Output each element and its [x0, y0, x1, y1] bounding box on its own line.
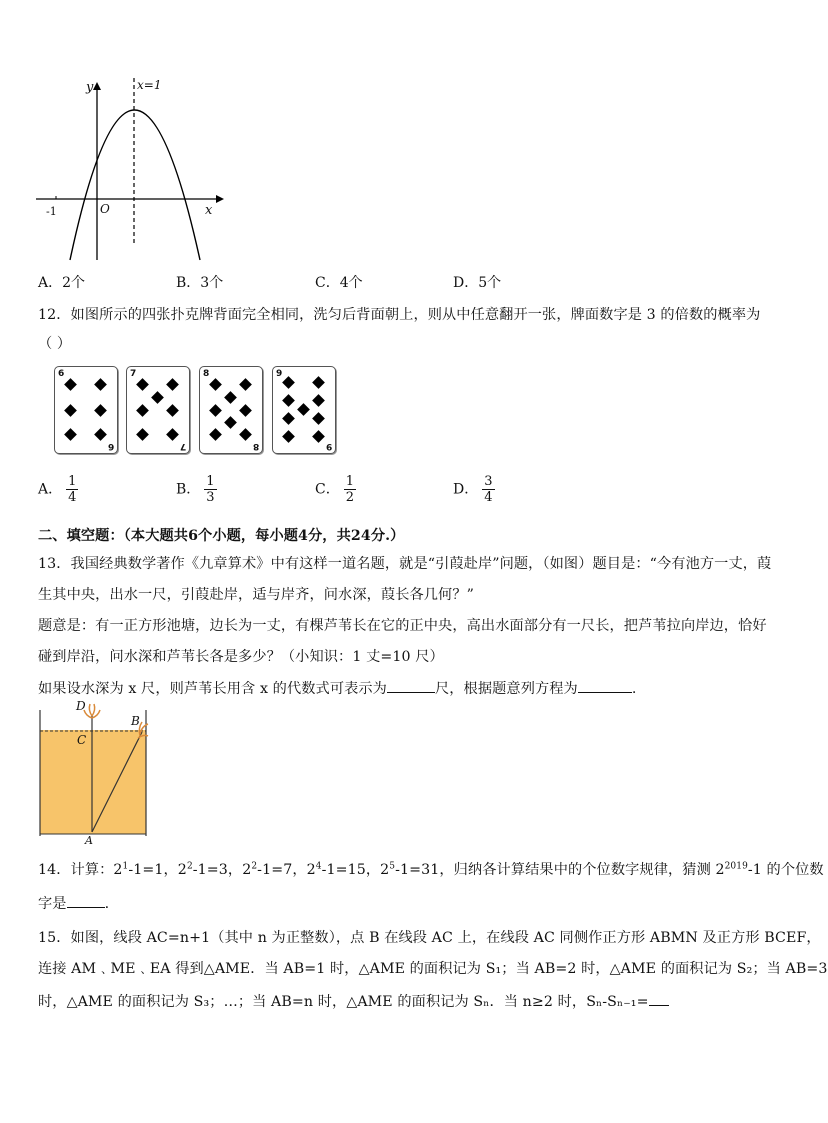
graph-axis-line-label: x=1 — [137, 78, 162, 92]
diamond-icon — [297, 403, 310, 416]
graph-x-label: x — [205, 203, 213, 218]
answer-blank-4 — [649, 1005, 669, 1006]
q11-option-b: B．3个 — [176, 275, 224, 291]
answer-blank-1 — [387, 692, 435, 693]
diamond-icon — [312, 430, 325, 443]
graph-origin-label: O — [100, 202, 110, 216]
section-heading: 二、填空题：（本大题共6个小题，每小题4分，共24分.） — [38, 528, 405, 544]
parabola-graph — [30, 70, 230, 270]
diamond-icon — [151, 391, 164, 404]
q13-line-1: 13．我国经典数学著作《九章算术》中有这样一道名题，就是“引葭赴岸”问题，（如图）题目是：“今有池方一丈，葭 — [38, 556, 772, 572]
diamond-icon — [239, 404, 252, 417]
diamond-icon — [224, 391, 237, 404]
q11-option-d: D．5个 — [453, 275, 502, 291]
diamond-icon — [166, 378, 179, 391]
figure-label-b: B — [131, 714, 140, 728]
diamond-icon — [136, 404, 149, 417]
diamond-icon — [282, 376, 295, 389]
q13-line-4: 碰到岸沿，问水深和芦苇长各是多少？（小知识：1 丈=10 尺） — [38, 649, 444, 665]
diamond-icon — [209, 404, 222, 417]
q15-line-1: 15．如图，线段 AC=n+1（其中 n 为正整数），点 B 在线段 AC 上，在线段 AC 同侧作正方形 ABMN 及正方形 BCEF， — [38, 930, 821, 946]
q11-option-a: A．2个 — [38, 275, 86, 291]
q12-stem: 12．如图所示的四张扑克牌背面完全相同，洗匀后背面朝上，则从中任意翻开一张，牌面数字是 3 的倍数的概率为 — [38, 307, 761, 323]
figure-label-d: D — [76, 699, 86, 713]
diamond-icon — [64, 378, 77, 391]
graph-y-label: y — [86, 80, 94, 95]
diamond-icon — [209, 378, 222, 391]
diamond-icon — [94, 404, 107, 417]
q13-line-3: 题意是：有一正方形池塘，边长为一丈，有棵芦苇长在它的正中央，高出水面部分有一尺长，把芦苇拉向岸边，恰好 — [38, 618, 767, 634]
diamond-icon — [312, 376, 325, 389]
answer-blank-2 — [578, 692, 632, 693]
diamond-icon — [312, 394, 325, 407]
diamond-icon — [239, 428, 252, 441]
diamond-icon — [136, 428, 149, 441]
q15-line-2: 连接 AM﹑ME﹑EA 得到△AME．当 AB=1 时，△AME 的面积记为 S₁；当 AB=2 时，△AME 的面积记为 S₂；当 AB=3 — [38, 961, 828, 977]
diamond-icon — [239, 378, 252, 391]
q12-option-d: D． $\frac{3}{4}$ — [453, 474, 493, 505]
q14-line-2: 字是 . — [38, 896, 110, 912]
diamond-icon — [282, 430, 295, 443]
graph-minus1-label: -1 — [46, 205, 57, 218]
diamond-icon — [282, 412, 295, 425]
figure-label-c: C — [77, 733, 87, 747]
diamond-icon — [282, 394, 295, 407]
fraction: $\frac{1}{2}$ — [345, 474, 354, 505]
q11-option-c: C．4个 — [315, 275, 363, 291]
q14-line-1: 14．计算：$2^1-1=1$，$2^2-1=3$，$2^2-1=7$，$2^4-1=15$，$2^5-1=31$，归纳各计算结果中的个位数字规律，猜测 $2^{2019}-1$ 的个位数 — [38, 861, 824, 878]
q12-option-a: A． $\frac{1}{4}$ — [38, 474, 77, 505]
q13-line-2: 生其中央，出水一尺，引葭赴岸，适与岸齐，问水深，葭长各几何？” — [38, 587, 474, 603]
fraction: $\frac{1}{4}$ — [68, 474, 77, 505]
diamond-icon — [312, 412, 325, 425]
q12-paren: （ ） — [38, 336, 72, 352]
diamond-icon — [64, 428, 77, 441]
diamond-icon — [166, 428, 179, 441]
q12-option-c: C． $\frac{1}{2}$ — [315, 474, 354, 505]
playing-card-9: 9 9 — [272, 366, 336, 454]
answer-blank-3 — [67, 907, 105, 908]
q13-line-5: 如果设水深为 x 尺，则芦苇长用含 x 的代数式可表示为 尺，根据题意列方程为 . — [38, 681, 637, 697]
playing-card-6: 6 6 — [54, 366, 118, 454]
diamond-icon — [136, 378, 149, 391]
q12-option-b: B． $\frac{1}{3}$ — [176, 474, 215, 505]
fraction: $\frac{1}{3}$ — [206, 474, 215, 505]
playing-card-7: 7 7 — [126, 366, 190, 454]
fraction: $\frac{3}{4}$ — [484, 474, 493, 505]
diamond-icon — [94, 378, 107, 391]
diamond-icon — [64, 404, 77, 417]
figure-label-a: A — [85, 834, 93, 847]
diamond-icon — [166, 404, 179, 417]
playing-card-8: 8 8 — [199, 366, 263, 454]
diamond-icon — [224, 416, 237, 429]
diamond-icon — [94, 428, 107, 441]
diamond-icon — [209, 428, 222, 441]
q15-line-3: 时，△AME 的面积记为 S₃；…；当 AB=n 时，△AME 的面积记为 Sₙ．当 n≥2 时，Sₙ-Sₙ₋₁= — [38, 991, 669, 1011]
